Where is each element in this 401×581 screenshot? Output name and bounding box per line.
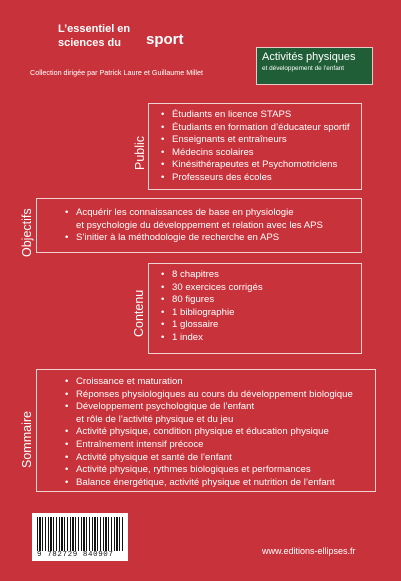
section-label-public: Public [133, 135, 147, 170]
public-list-item [161, 122, 350, 135]
public-list-item-line: • Enseignants et entraîneurs [172, 134, 287, 146]
sommaire-list-item-line: et rôle de l’activité physique et du jeu [76, 413, 234, 425]
section-contenu [132, 263, 362, 354]
contenu-list-item [161, 319, 263, 332]
contenu-list-item [161, 307, 263, 320]
contenu-list [161, 269, 263, 345]
sommaire-list-item [65, 439, 353, 452]
section-sommaire [20, 369, 376, 492]
public-list-item [161, 134, 350, 147]
objectifs-list-item [65, 232, 323, 245]
barcode [32, 513, 128, 561]
objectifs-list [65, 207, 323, 245]
sommaire-list-item [65, 376, 353, 389]
book-title-main: Activités physiques [262, 51, 356, 63]
public-list-item-line: • Professeurs des écoles [172, 171, 272, 183]
sommaire-list-item [65, 464, 353, 477]
sommaire-list-item-line: • Entraînement intensif précoce [76, 438, 204, 450]
section-public [133, 103, 362, 190]
series-line-2: sciences du [58, 37, 121, 49]
public-list-item-line: • Étudiants en formation d’éducateur sportif [172, 121, 350, 133]
barcode-bars [37, 517, 123, 551]
collection-credit: Collection dirigée par Patrick Laure et Guillaume Millet [30, 68, 203, 77]
series-title [58, 22, 130, 50]
section-label-sommaire: Sommaire [20, 411, 34, 468]
book-title-sub: et développement de l’enfant [262, 65, 345, 72]
sommaire-list-item-line: • Activité physique, rythmes biologiques et performances [76, 464, 311, 476]
contenu-list-item-line: • 1 bibliographie [172, 306, 235, 318]
public-list-item-line: • Médecins scolaires [172, 146, 254, 158]
sommaire-list-item-line: • Activité physique et santé de l’enfant [76, 451, 232, 463]
isbn-digits: 9 782729 840907 [37, 551, 114, 559]
sommaire-list-item [65, 452, 353, 465]
contenu-list-item [161, 332, 263, 345]
contenu-list-item [161, 294, 263, 307]
sommaire-list-item-line: • Réponses physiologiques au cours du développement biologique [76, 388, 353, 400]
publisher-website: www.editions-ellipses.fr [262, 546, 356, 556]
sommaire-list-item-line: • Croissance et maturation [76, 376, 183, 387]
section-label-objectifs: Objectifs [20, 208, 34, 257]
objectifs-list-item-line: et psychologie du développement et relation avec les APS [76, 219, 323, 231]
contenu-list-item [161, 282, 263, 295]
sommaire-list-item [65, 477, 353, 490]
public-list [161, 109, 350, 185]
section-objectifs [20, 198, 362, 257]
public-list-item [161, 159, 350, 172]
sommaire-list-item-line: • Balance énergétique, activité physique et nutrition de l’enfant [76, 476, 335, 488]
public-list-item [161, 147, 350, 160]
series-word: sport [146, 31, 184, 48]
section-label-contenu: Contenu [132, 289, 146, 337]
contenu-list-item [161, 269, 263, 282]
contenu-list-item-line: • 1 index [172, 331, 203, 343]
contenu-list-item-line: • 1 glossaire [172, 319, 219, 331]
sommaire-list-item [65, 426, 353, 439]
sommaire-list-item [65, 389, 353, 402]
sommaire-list-item [65, 401, 353, 426]
public-list-item [161, 109, 350, 122]
public-list-item [161, 172, 350, 185]
sommaire-list-item-line: • Développement psychologique de l’enfant [76, 401, 255, 413]
public-list-item-line: • Kinésithérapeutes et Psychomotriciens [172, 159, 338, 171]
book-title-box [256, 47, 373, 85]
contenu-list-item-line: • 80 figures [172, 294, 215, 306]
series-line-1: L’essentiel en [58, 23, 131, 35]
contenu-list-item-line: • 8 chapitres [172, 269, 219, 280]
sommaire-list-item-line: • Activité physique, condition physique et éducation physique [76, 426, 329, 438]
contenu-list-item-line: • 30 exercices corrigés [172, 281, 263, 293]
objectifs-list-item-line: • S’initier à la méthodologie de recherche en APS [76, 232, 280, 244]
objectifs-list-item-line: • Acquérir les connaissances de base en physiologie [76, 207, 294, 218]
objectifs-list-item [65, 207, 323, 232]
public-list-item-line: • Étudiants en licence STAPS [172, 109, 292, 120]
sommaire-list [65, 376, 353, 489]
